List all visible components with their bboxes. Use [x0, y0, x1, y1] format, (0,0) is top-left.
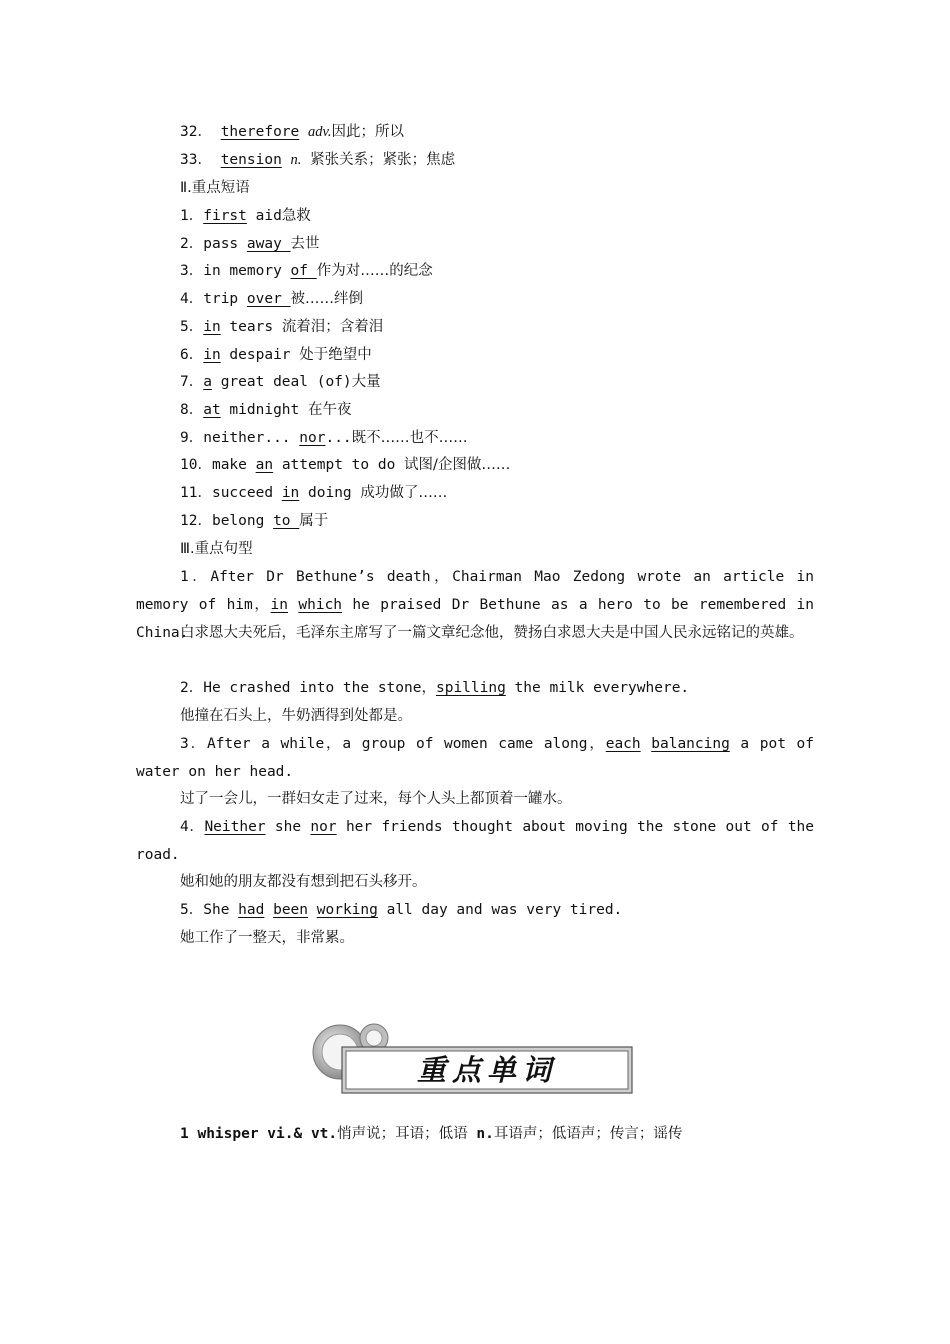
phrase-meaning: 作为对……的纪念	[316, 263, 433, 280]
phrase-item	[180, 317, 383, 337]
phrase-text: succeed	[211, 485, 282, 501]
phrase-text: pass	[203, 235, 247, 252]
part-of-speech: adv.	[308, 124, 332, 140]
item-number: 8．	[180, 401, 204, 418]
section-banner	[310, 1020, 640, 1100]
phrase-meaning: 试图/企图做……	[404, 457, 511, 474]
phrase-meaning: 成功做了……	[360, 485, 448, 501]
sentence-text: 5．She	[180, 902, 239, 918]
sentence-text	[288, 597, 298, 613]
phrase-meaning: 属于	[299, 512, 329, 529]
phrases-heading: Ⅱ.重点短语	[180, 180, 250, 196]
answer-blank: to	[273, 512, 300, 529]
sentence-text: 3．After a while，a group of women came along，	[180, 736, 606, 752]
vocab-word: therefore	[220, 124, 300, 140]
answer-blank: Neither	[204, 819, 266, 835]
sentence-text: her friends thought about moving the stone out of the road.	[136, 819, 815, 863]
sentence-1-translation: 白求恩大夫死后，毛泽东主席写了一篇文章纪念他，赞扬白求恩大夫是中国人民永远铭记的英雄。	[180, 625, 804, 641]
sentence-text: 4．	[180, 819, 205, 835]
phrase-meaning: 流着泪；含着泪	[281, 318, 384, 335]
phrase-meaning: 大量	[351, 374, 381, 391]
vocab-item-32	[180, 122, 404, 142]
sentence-3	[136, 730, 814, 786]
item-number: 1	[180, 1126, 198, 1142]
answer-blank: over	[246, 291, 291, 308]
answer-blank: an	[255, 457, 274, 474]
sentence-text: she	[265, 819, 311, 835]
answer-blank: spilling	[435, 680, 506, 696]
answer-blank: away	[246, 235, 291, 252]
answer-blank: in	[203, 346, 221, 363]
sentence-text: the milk everywhere.	[505, 680, 690, 696]
phrase-text: aid	[246, 208, 282, 224]
sentence-4	[136, 813, 814, 869]
answer-blank: in	[281, 485, 300, 501]
phrase-meaning: 急救	[281, 208, 311, 224]
phrase-meaning: 处于绝望中	[299, 346, 372, 363]
phrase-item	[180, 511, 328, 531]
answer-blank: in	[203, 318, 221, 335]
phrase-item	[180, 372, 381, 392]
item-number: 10．	[180, 457, 212, 474]
vocab-meaning: 悄声说；耳语；低语	[337, 1126, 468, 1142]
phrase-text: midnight	[220, 401, 309, 418]
item-number: 33．	[180, 152, 212, 168]
item-number: 2．	[180, 235, 204, 252]
sentence-text: 1．After Dr Bethune’s death，Chairman Mao Zedong wrote an article in memory of him，	[136, 569, 814, 613]
answer-blank: nor	[299, 429, 326, 446]
phrase-text: in memory	[203, 263, 291, 280]
answer-blank: nor	[310, 819, 337, 835]
phrase-text: belong	[211, 512, 274, 529]
answer-blank: been	[273, 902, 309, 918]
item-number: 32．	[180, 124, 212, 140]
answer-blank: working	[316, 902, 378, 918]
phrase-item	[180, 483, 447, 503]
banner-title: 重点单词	[416, 1053, 557, 1087]
phrase-item	[180, 261, 433, 281]
item-number: 9．	[180, 429, 204, 446]
phrase-item	[180, 345, 372, 365]
answer-blank: balancing	[651, 736, 730, 752]
vocab-meaning: 耳语声；低语声；传言；谣传	[493, 1126, 683, 1142]
vocab-entry-whisper	[180, 1122, 682, 1143]
phrase-meaning: 既不……也不……	[351, 429, 468, 446]
phrase-text: tears	[220, 318, 282, 335]
answer-blank: at	[203, 401, 221, 418]
item-number: 3．	[180, 263, 204, 280]
phrase-text: ...	[325, 429, 352, 446]
item-number: 6．	[180, 346, 204, 363]
phrase-text: doing	[299, 485, 361, 501]
phrase-item	[180, 289, 363, 309]
sentence-2-translation: 他撞在石头上，牛奶洒得到处都是。	[180, 708, 412, 724]
sentence-5	[180, 900, 622, 920]
phrase-meaning: 被……绊倒	[290, 291, 364, 308]
phrase-item	[180, 400, 352, 420]
vocab-meaning: 紧张关系；紧张；焦虑	[310, 152, 456, 168]
phrase-item	[180, 428, 468, 448]
phrase-meaning: 在午夜	[308, 401, 352, 418]
item-number: 7．	[180, 374, 204, 391]
phrase-text: despair	[220, 346, 300, 363]
sentences-heading: Ⅲ.重点句型	[180, 541, 253, 557]
answer-blank: in	[270, 597, 289, 613]
item-number: 1．	[180, 208, 204, 224]
part-of-speech: vi.& vt.	[258, 1126, 338, 1142]
answer-blank: each	[605, 736, 641, 752]
part-of-speech: n.	[290, 152, 302, 168]
sentence-text: a pot of water on her head.	[136, 736, 815, 780]
sentence-5-translation: 她工作了一整天，非常累。	[180, 930, 354, 946]
item-number: 4．	[180, 291, 204, 308]
answer-blank: had	[238, 902, 265, 918]
sentence-text: 2．He crashed into the stone，	[180, 680, 436, 696]
sentence-2	[180, 678, 689, 698]
part-of-speech: n.	[467, 1126, 494, 1142]
item-number: 12．	[180, 512, 212, 529]
sentence-3-translation: 过了一会儿，一群妇女走了过来，每个人头上都顶着一罐水。	[180, 791, 572, 807]
phrase-item	[180, 455, 510, 475]
phrase-text: neither...	[203, 429, 300, 446]
vocab-meaning: 因此；所以	[331, 124, 405, 140]
sentence-text: all day and was very tired.	[377, 902, 623, 918]
phrase-item	[180, 206, 311, 226]
sentence-text: he praised Dr Bethune as a hero to be remembered in China.	[136, 597, 814, 641]
phrase-text: attempt to do	[273, 457, 405, 474]
phrase-text: make	[211, 457, 256, 474]
sentence-4-translation: 她和她的朋友都没有想到把石头移开。	[180, 874, 427, 890]
vocab-item-33	[180, 150, 455, 170]
phrase-item	[180, 234, 320, 254]
answer-blank: first	[203, 208, 247, 224]
vocab-word: tension	[220, 152, 282, 168]
phrase-text: great deal (of)	[211, 374, 352, 391]
answer-blank: a	[203, 374, 212, 391]
answer-blank: which	[298, 597, 343, 613]
item-number: 5．	[180, 318, 204, 335]
phrase-meaning: 去世	[290, 235, 320, 252]
phrase-text: trip	[203, 291, 247, 308]
vocab-word: whisper	[197, 1126, 259, 1142]
item-number: 11．	[180, 485, 212, 501]
answer-blank: of	[290, 263, 317, 280]
